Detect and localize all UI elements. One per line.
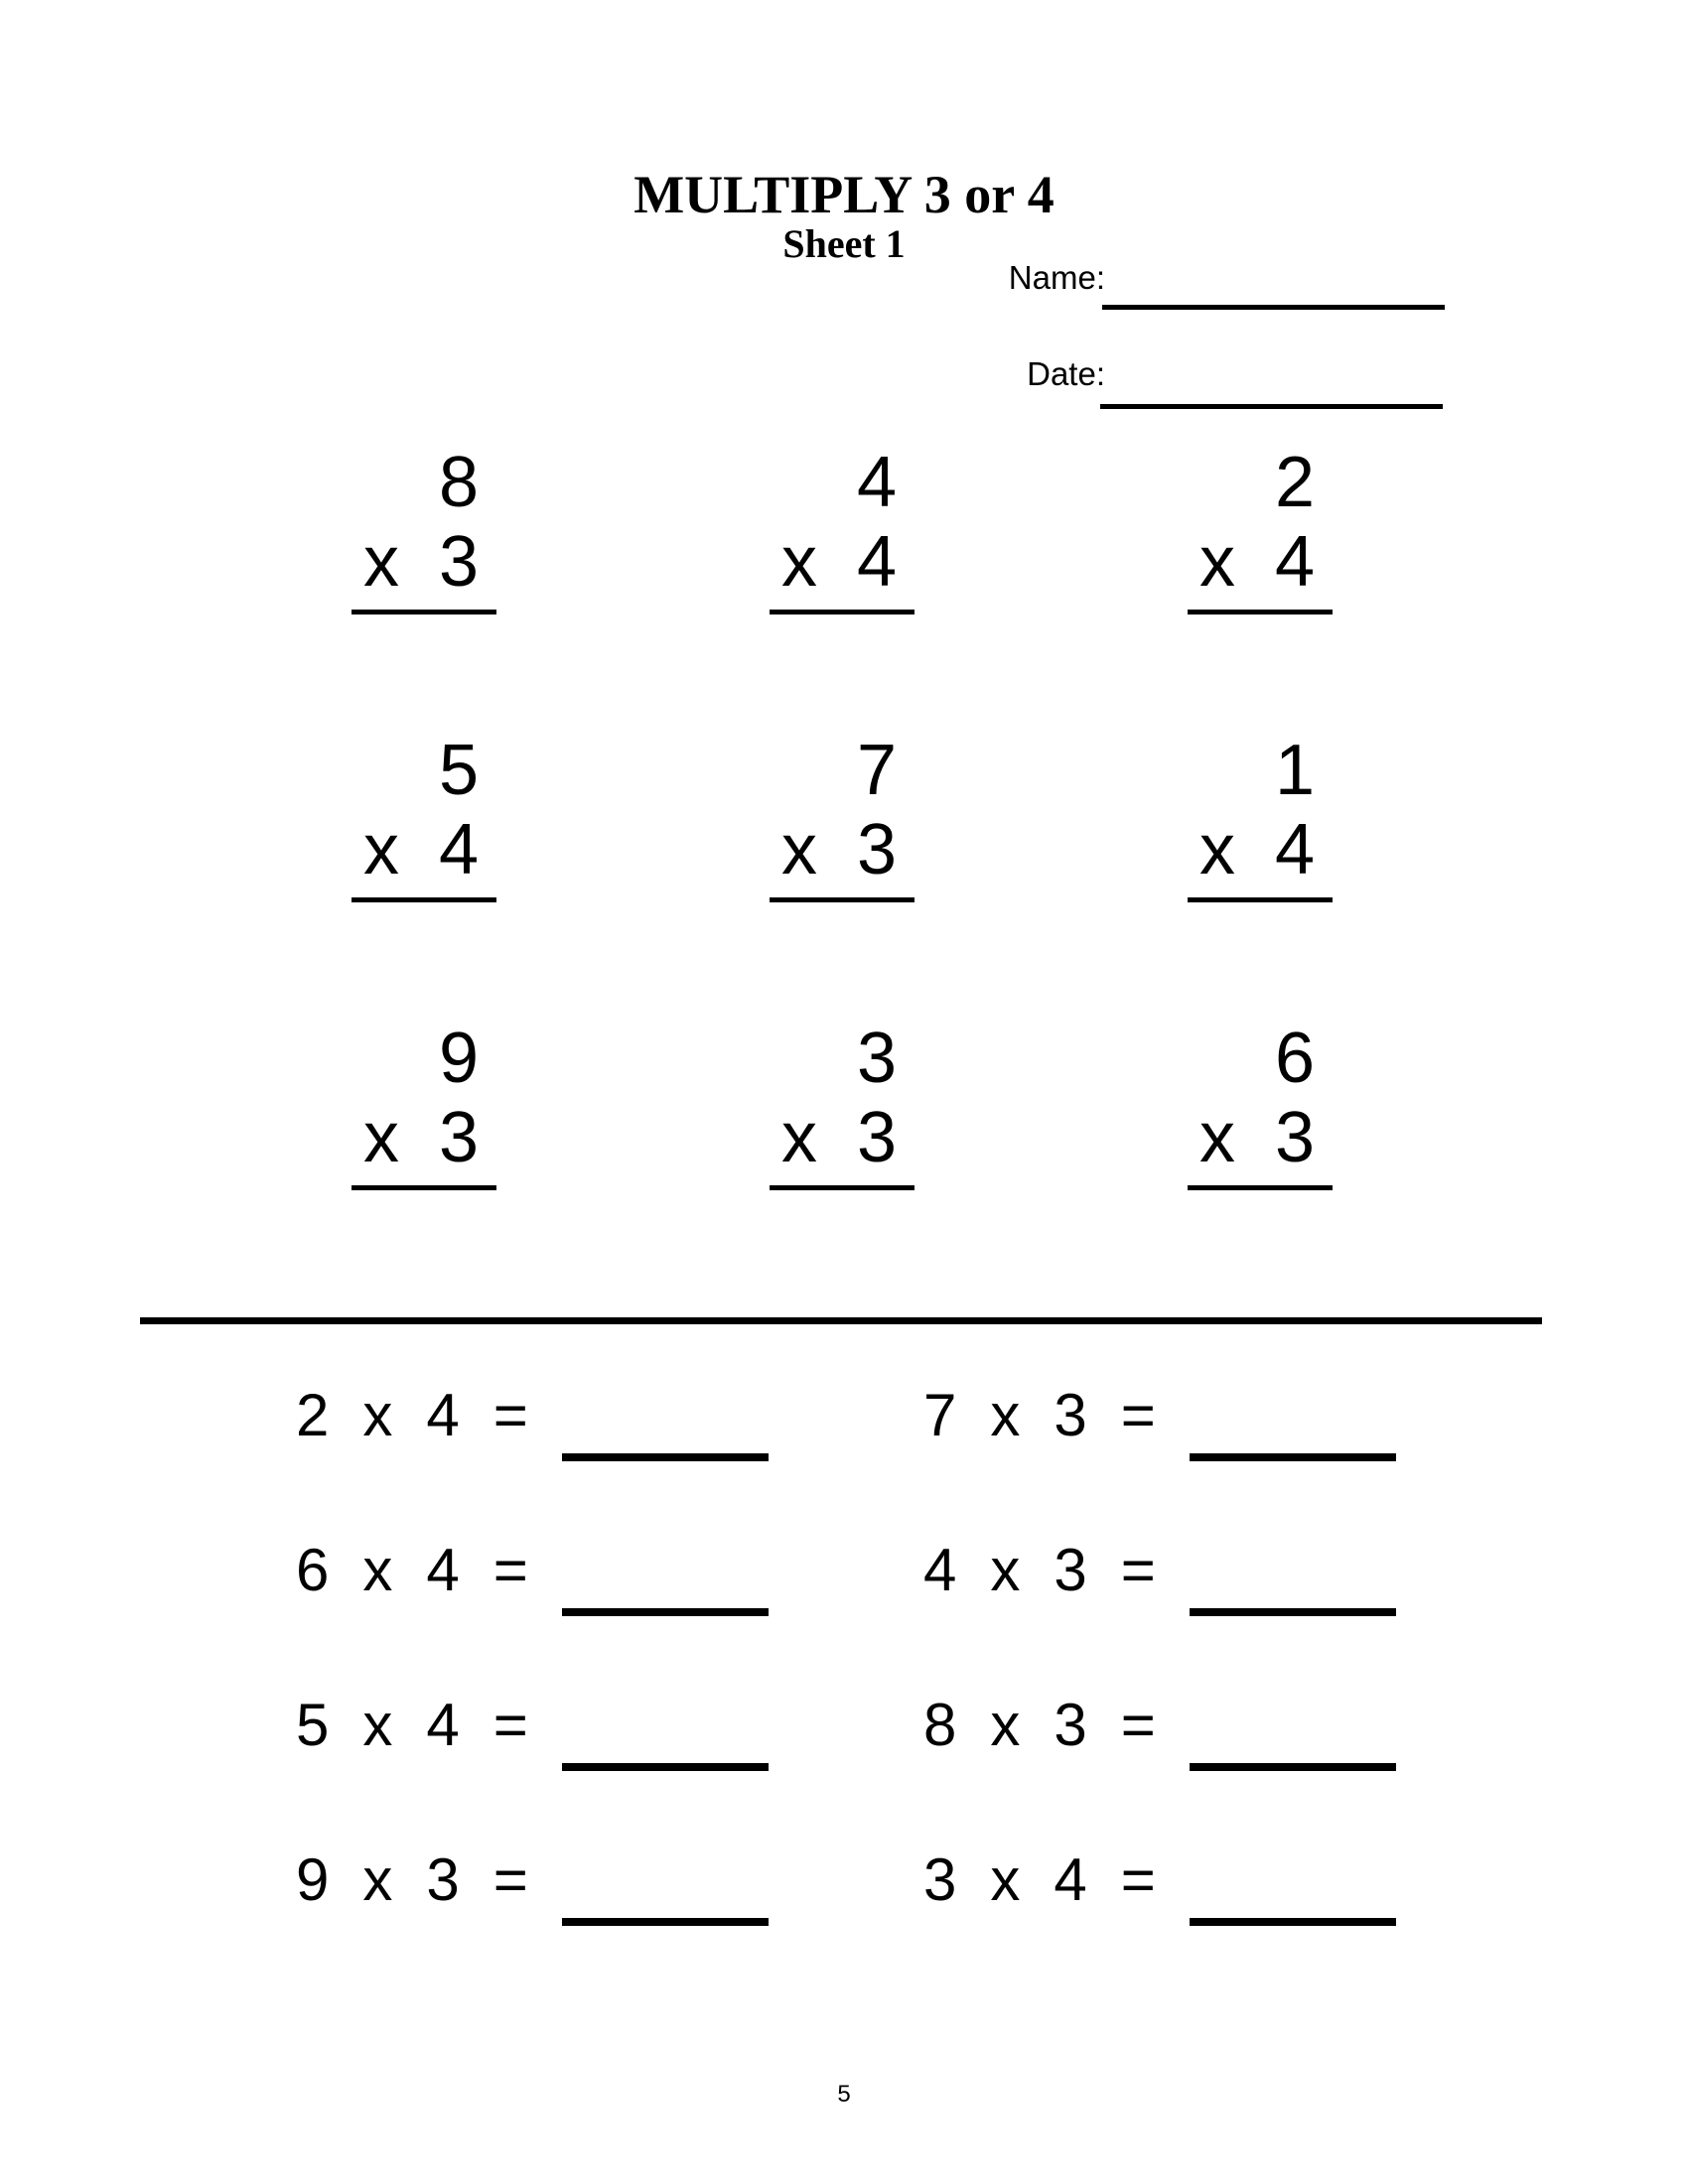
- multiplicand: 5: [438, 731, 479, 810]
- vertical-problem: [1188, 1019, 1333, 1190]
- equals-sign: =: [1120, 1537, 1156, 1603]
- multiply-sign: x: [362, 1692, 393, 1758]
- equals-sign: =: [492, 1846, 528, 1913]
- equals-sign: =: [1120, 1382, 1156, 1448]
- equation: [296, 1539, 769, 1602]
- answer-rule: [770, 610, 914, 614]
- multiplier: 4: [1274, 522, 1315, 602]
- equation: [923, 1694, 1396, 1757]
- vertical-problem: [352, 1019, 496, 1190]
- multiplier: 3: [1274, 1098, 1315, 1177]
- multiplicand: 1: [1274, 731, 1315, 810]
- multiply-sign: x: [990, 1382, 1021, 1448]
- section-divider: [140, 1317, 1542, 1324]
- multiplier: 3: [438, 1098, 479, 1177]
- equals-sign: =: [492, 1382, 528, 1448]
- equation: [296, 1848, 769, 1912]
- answer-rule: [1188, 610, 1333, 614]
- multiplicand: 3: [856, 1019, 897, 1098]
- equation: [923, 1539, 1396, 1602]
- operand-b: 4: [1054, 1846, 1087, 1913]
- multiplier: 4: [438, 810, 479, 889]
- operand-a: 7: [923, 1382, 957, 1448]
- multiply-sign: x: [363, 810, 399, 889]
- answer-rule: [770, 897, 914, 902]
- operand-b: 4: [426, 1537, 460, 1603]
- answer-rule: [352, 1185, 496, 1190]
- answer-rule: [352, 897, 496, 902]
- multiply-sign: x: [1199, 1098, 1235, 1177]
- multiplicand: 2: [1274, 443, 1315, 522]
- answer-blank: [562, 1763, 769, 1771]
- operand-a: 3: [923, 1846, 957, 1913]
- date-label: Date:: [1027, 355, 1105, 392]
- answer-blank: [1190, 1763, 1396, 1771]
- equation: [296, 1384, 769, 1447]
- equals-sign: =: [492, 1537, 528, 1603]
- answer-blank: [562, 1918, 769, 1926]
- equals-sign: =: [1120, 1846, 1156, 1913]
- date-line: [1100, 404, 1443, 409]
- answer-blank: [562, 1453, 769, 1461]
- answer-rule: [1188, 897, 1333, 902]
- multiply-sign: x: [781, 1098, 817, 1177]
- operand-b: 4: [426, 1382, 460, 1448]
- vertical-problem: [770, 443, 914, 614]
- operand-b: 4: [426, 1692, 460, 1758]
- vertical-problem: [1188, 443, 1333, 614]
- multiply-sign: x: [781, 810, 817, 889]
- multiply-sign: x: [990, 1692, 1021, 1758]
- multiply-sign: x: [1199, 810, 1235, 889]
- multiplier: 4: [856, 522, 897, 602]
- multiply-sign: x: [362, 1382, 393, 1448]
- multiply-sign: x: [362, 1846, 393, 1913]
- answer-rule: [352, 610, 496, 614]
- title-block: [0, 167, 1688, 266]
- operand-a: 9: [296, 1846, 330, 1913]
- equation: [923, 1848, 1396, 1912]
- operand-a: 8: [923, 1692, 957, 1758]
- page-subtitle: Sheet 1: [782, 221, 906, 266]
- answer-blank: [562, 1608, 769, 1616]
- answer-rule: [1188, 1185, 1333, 1190]
- multiplicand: 6: [1274, 1019, 1315, 1098]
- multiply-sign: x: [990, 1846, 1021, 1913]
- operand-b: 3: [426, 1846, 460, 1913]
- operand-a: 5: [296, 1692, 330, 1758]
- multiply-sign: x: [362, 1537, 393, 1603]
- page-number: 5: [837, 2081, 851, 2108]
- vertical-problem: [352, 731, 496, 902]
- operand-b: 3: [1054, 1692, 1087, 1758]
- operand-b: 3: [1054, 1537, 1087, 1603]
- multiplicand: 7: [856, 731, 897, 810]
- vertical-problem: [352, 443, 496, 614]
- operand-a: 2: [296, 1382, 330, 1448]
- multiplicand: 8: [438, 443, 479, 522]
- multiply-sign: x: [1199, 522, 1235, 602]
- multiplier: 3: [856, 810, 897, 889]
- multiply-sign: x: [363, 1098, 399, 1177]
- operand-b: 3: [1054, 1382, 1087, 1448]
- multiplier: 4: [1274, 810, 1315, 889]
- name-label: Name:: [1008, 259, 1105, 296]
- multiply-sign: x: [990, 1537, 1021, 1603]
- multiplicand: 4: [856, 443, 897, 522]
- multiplier: 3: [856, 1098, 897, 1177]
- equation: [923, 1384, 1396, 1447]
- vertical-problem: [1188, 731, 1333, 902]
- multiply-sign: x: [363, 522, 399, 602]
- multiply-sign: x: [781, 522, 817, 602]
- answer-blank: [1190, 1918, 1396, 1926]
- multiplier: 3: [438, 522, 479, 602]
- vertical-problem: [770, 731, 914, 902]
- answer-blank: [1190, 1608, 1396, 1616]
- page-title: MULTIPLY 3 or 4: [633, 165, 1055, 224]
- operand-a: 4: [923, 1537, 957, 1603]
- equals-sign: =: [492, 1692, 528, 1758]
- answer-rule: [770, 1185, 914, 1190]
- multiplicand: 9: [438, 1019, 479, 1098]
- name-line: [1102, 305, 1445, 310]
- operand-a: 6: [296, 1537, 330, 1603]
- vertical-problem: [770, 1019, 914, 1190]
- equation: [296, 1694, 769, 1757]
- equals-sign: =: [1120, 1692, 1156, 1758]
- answer-blank: [1190, 1453, 1396, 1461]
